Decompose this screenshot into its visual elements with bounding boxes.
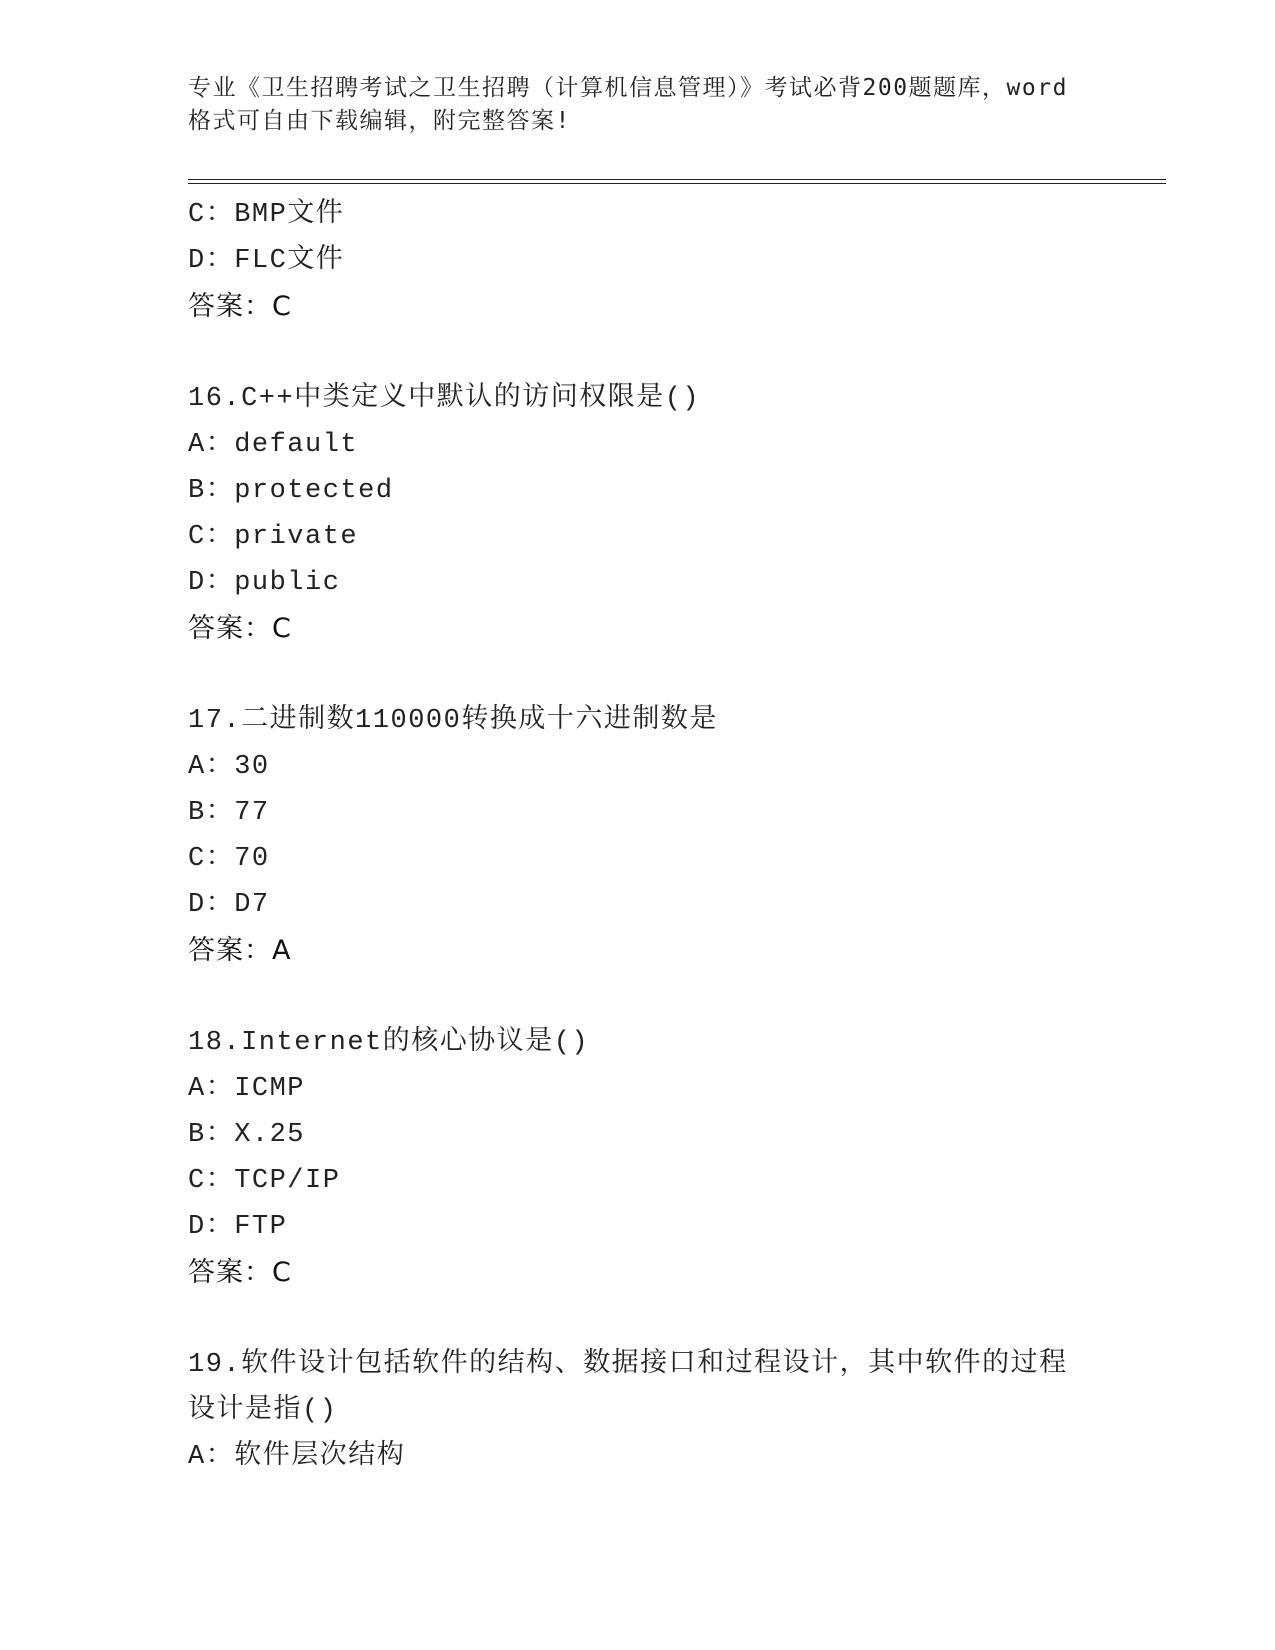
option-c: C：TCP/IP — [188, 1166, 341, 1196]
option-a: A：30 — [188, 752, 270, 782]
answer-line: 答案：C — [188, 613, 292, 644]
option-c: C：private — [188, 522, 359, 552]
option-d: D：D7 — [188, 890, 270, 920]
answer-line: 答案：C — [188, 1257, 292, 1288]
spacer — [188, 330, 1148, 376]
question-19-line-2: 设计是指() — [188, 1396, 338, 1426]
question-list — [188, 192, 1148, 1480]
spacer — [188, 652, 1148, 698]
spacer — [188, 974, 1148, 1020]
question-17: 17.二进制数110000转换成十六进制数是 — [188, 706, 718, 736]
header-divider-bottom — [188, 183, 1166, 184]
question-18: 18.Internet的核心协议是() — [188, 1028, 590, 1058]
option-d: D：public — [188, 568, 341, 598]
header-title-line-1: 专业《卫生招聘考试之卫生招聘（计算机信息管理）》考试必背200题题库，word — [188, 75, 1068, 101]
option-a: A：软件层次结构 — [188, 1442, 406, 1472]
option-c: C：BMP文件 — [188, 200, 345, 230]
option-b: B：77 — [188, 798, 270, 828]
option-d: D：FTP — [188, 1212, 288, 1242]
document-header — [188, 72, 1088, 138]
option-b: B：protected — [188, 476, 394, 506]
option-a: A：ICMP — [188, 1074, 306, 1104]
option-d: D：FLC文件 — [188, 246, 345, 276]
spacer — [188, 1296, 1148, 1342]
header-divider-top — [188, 179, 1166, 180]
option-a: A：default — [188, 430, 359, 460]
option-b: B：X.25 — [188, 1120, 306, 1150]
option-c: C：70 — [188, 844, 270, 874]
answer-line: 答案：C — [188, 291, 292, 322]
header-title-line-2: 格式可自由下载编辑，附完整答案! — [188, 108, 571, 134]
question-16: 16.C++中类定义中默认的访问权限是() — [188, 384, 701, 414]
answer-line: 答案：A — [188, 935, 292, 966]
question-19-line-1: 19.软件设计包括软件的结构、数据接口和过程设计，其中软件的过程 — [188, 1350, 1068, 1380]
